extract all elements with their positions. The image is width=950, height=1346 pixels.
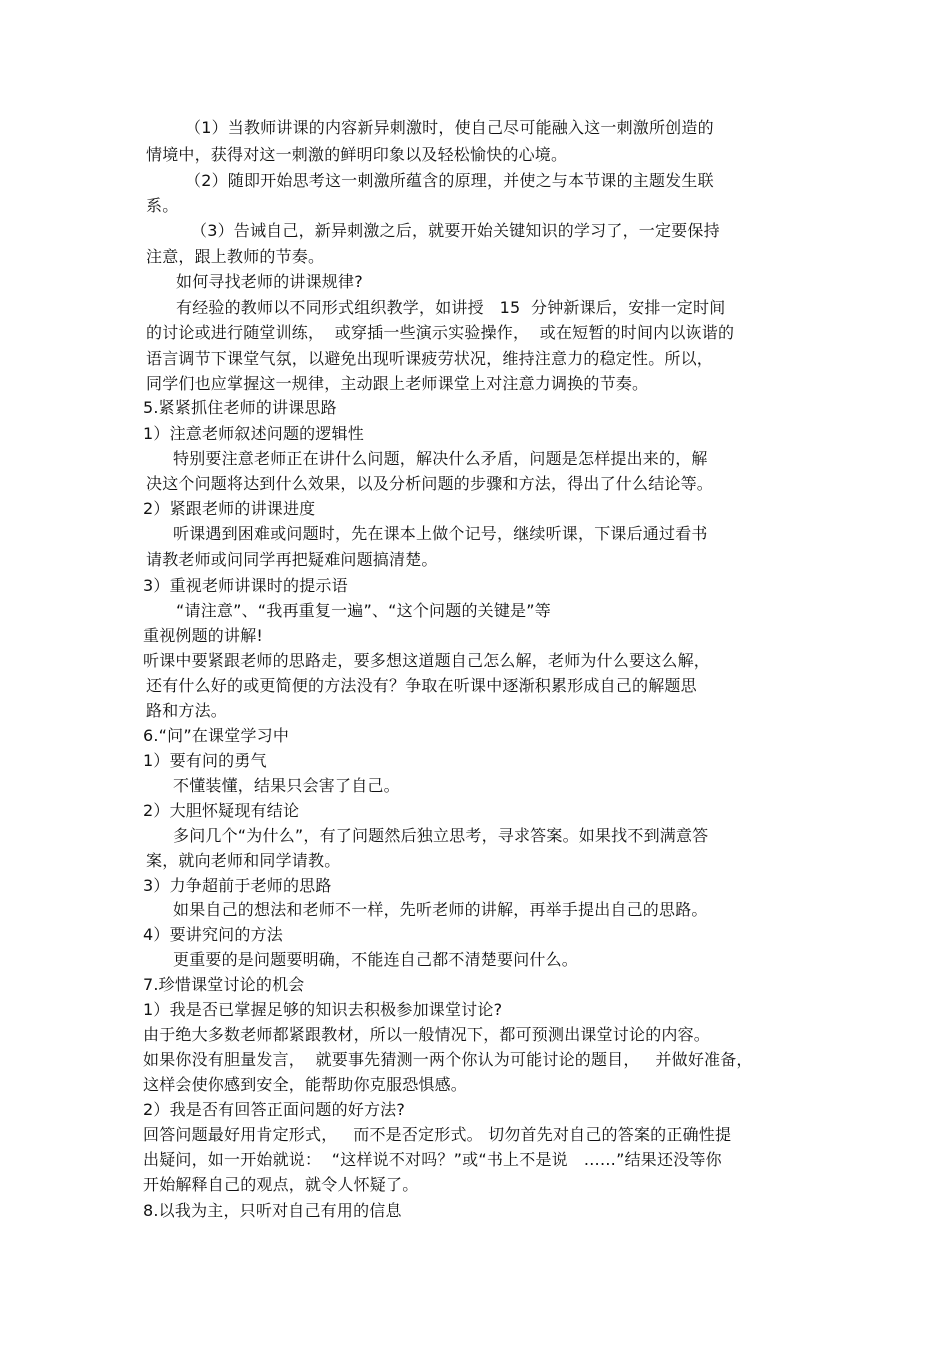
paragraph-line: 出疑问，如一开始就说： “这样说不对吗？”或“书上不是说 ……”结果还没等你	[143, 1150, 722, 1169]
paragraph-line: 开始解释自己的观点，就令人怀疑了。	[143, 1175, 419, 1194]
subheading: 4）要讲究问的方法	[143, 925, 283, 944]
section-heading: 7.珍惜课堂讨论的机会	[143, 975, 305, 994]
paragraph-line: 语言调节下课堂气氛，以避免出现听课疲劳状况，维持注意力的稳定性。所以，	[146, 349, 714, 368]
paragraph-line: 特别要注意老师正在讲什么问题，解决什么矛盾，问题是怎样提出来的，解	[173, 449, 708, 468]
paragraph-line: 决这个问题将达到什么效果，以及分析问题的步骤和方法，得出了什么结论等。	[146, 474, 714, 493]
subheading: 2）紧跟老师的讲课进度	[143, 499, 316, 518]
paragraph-line: 的讨论或进行随堂训练， 或穿插一些演示实验操作， 或在短暂的时间内以诙谐的	[146, 323, 735, 342]
paragraph-line: “请注意”、“我再重复一遍”、“这个问题的关键是”等	[176, 601, 551, 620]
paragraph-line: 同学们也应掌握这一规律，主动跟上老师课堂上对注意力调换的节奏。	[146, 374, 649, 393]
paragraph-line: （1）当教师讲课的内容新异刺激时，使自己尽可能融入这一刺激所创造的	[185, 118, 714, 137]
paragraph-line: 更重要的是问题要明确，不能连自己都不清楚要问什么。	[173, 950, 579, 969]
question-line: 如何寻找老师的讲课规律?	[176, 272, 363, 291]
subheading: 1）注意老师叙述问题的逻辑性	[143, 424, 364, 443]
subheading: 3）重视老师讲课时的提示语	[143, 576, 348, 595]
paragraph-line: 注意，跟上教师的节奏。	[146, 247, 325, 266]
section-heading: 5.紧紧抓住老师的讲课思路	[143, 398, 337, 417]
paragraph-line: （2）随即开始思考这一刺激所蕴含的原理，并使之与本节课的主题发生联	[185, 171, 714, 190]
paragraph-line: 这样会使你感到安全，能帮助你克服恐惧感。	[143, 1075, 468, 1094]
paragraph-line: 重视例题的讲解!	[143, 626, 264, 645]
subheading: 1）我是否已掌握足够的知识去积极参加课堂讨论?	[143, 1000, 503, 1019]
paragraph-line: 如果自己的想法和老师不一样，先听老师的讲解，再举手提出自己的思路。	[173, 900, 708, 919]
section-heading: 6.“问”在课堂学习中	[143, 726, 290, 745]
paragraph-line: 案，就向老师和同学请教。	[146, 851, 341, 870]
subheading: 2）我是否有回答正面问题的好方法?	[143, 1100, 406, 1119]
paragraph-line: 如果你没有胆量发言， 就要事先猜测一两个你认为可能讨论的题目， 并做好准备，	[143, 1050, 753, 1069]
paragraph-line: 请教老师或问同学再把疑难问题搞清楚。	[146, 550, 438, 569]
subheading: 1）要有问的勇气	[143, 751, 267, 770]
paragraph-line: 路和方法。	[146, 701, 228, 720]
paragraph-line: 还有什么好的或更简便的方法没有？争取在听课中逐渐积累形成自己的解题思	[146, 676, 697, 695]
paragraph-line: 不懂装懂，结果只会害了自己。	[173, 776, 400, 795]
paragraph-line: （3）告诫自己，新异刺激之后，就要开始关键知识的学习了，一定要保持	[191, 221, 720, 240]
paragraph-line: 回答问题最好用肯定形式， 而不是否定形式。 切勿首先对自己的答案的正确性提	[143, 1125, 732, 1144]
paragraph-line: 有经验的教师以不同形式组织教学，如讲授 15 分钟新课后，安排一定时间	[176, 298, 726, 317]
paragraph-line: 由于绝大多数老师都紧跟教材，所以一般情况下，都可预测出课堂讨论的内容。	[143, 1025, 711, 1044]
paragraph-line: 系。	[146, 196, 179, 215]
paragraph-line: 情境中，获得对这一刺激的鲜明印象以及轻松愉快的心境。	[146, 145, 568, 164]
subheading: 3）力争超前于老师的思路	[143, 876, 332, 895]
section-heading: 8.以我为主，只听对自己有用的信息	[143, 1201, 402, 1220]
paragraph-line: 多问几个“为什么”，有了问题然后独立思考，寻求答案。如果找不到满意答	[173, 826, 709, 845]
subheading: 2）大胆怀疑现有结论	[143, 801, 300, 820]
paragraph-line: 听课遇到困难或问题时，先在课本上做个记号，继续听课，下课后通过看书	[173, 524, 708, 543]
paragraph-line: 听课中要紧跟老师的思路走，要多想这道题自己怎么解，老师为什么要这么解，	[143, 651, 711, 670]
